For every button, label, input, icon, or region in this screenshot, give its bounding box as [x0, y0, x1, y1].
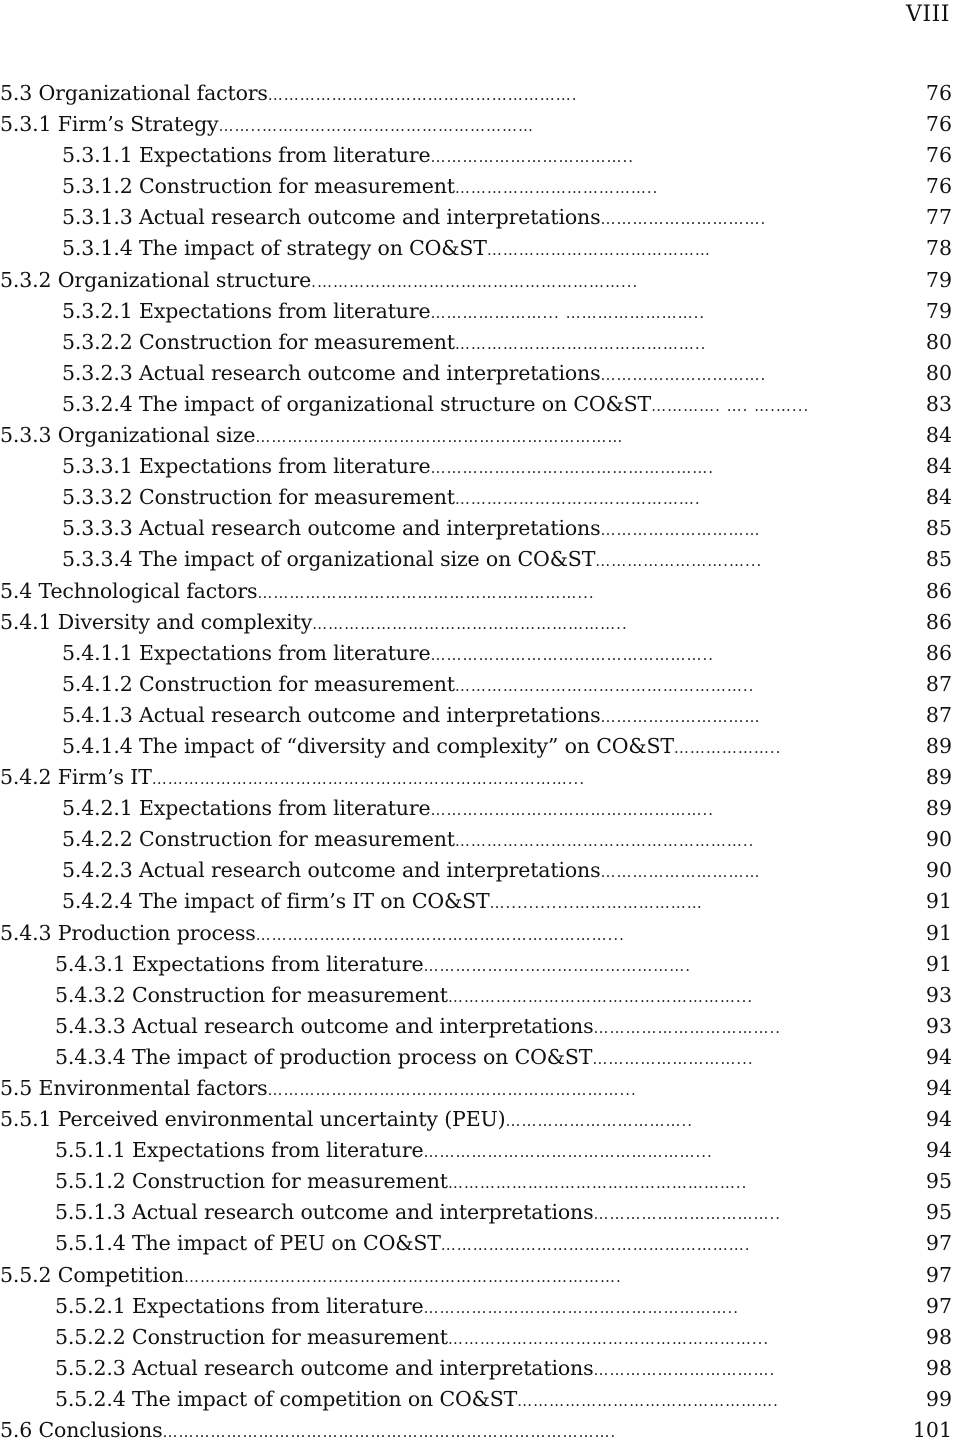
toc-dot-leader: ……..……………………………………………: [218, 117, 535, 136]
toc-entry[interactable]: [0, 980, 960, 1011]
toc-dot-leader: ………………………………………………….: [440, 1236, 751, 1255]
toc-dot-leader: ………………………….: [600, 210, 767, 229]
toc-dot-leader: ……………………………..: [593, 1018, 782, 1037]
toc-entry-heading: [0, 420, 893, 453]
toc-entry-heading: [55, 1135, 893, 1168]
toc-entry-title: 5.4.1.3 Actual research outcome and interpretations: [62, 702, 601, 727]
toc-entry-page-number: 91: [925, 889, 952, 914]
toc-entry[interactable]: [0, 1135, 960, 1166]
page-number: VIII: [906, 2, 950, 27]
toc-entry[interactable]: [0, 109, 960, 140]
toc-entry-page-number: 94: [925, 1044, 952, 1069]
toc-entry-title: 5.5.2.4 The impact of competition on CO&ST: [55, 1386, 518, 1411]
toc-entry-page-number: 97: [925, 1262, 952, 1287]
toc-entry-page-number: 97: [925, 1231, 952, 1256]
toc-entry-title: 5.5.2.3 Actual research outcome and interpretations: [55, 1355, 594, 1380]
toc-entry[interactable]: [0, 140, 960, 171]
toc-entry-heading: [0, 576, 893, 609]
toc-dot-leader: …………………………………………………..: [423, 1298, 740, 1317]
toc-entry[interactable]: [0, 1042, 960, 1073]
toc-entry-title: 5.3.3 Organizational size: [0, 423, 256, 448]
toc-entry-title: 5.5.2 Competition: [0, 1262, 184, 1287]
toc-entry-page-number: 98: [925, 1355, 952, 1380]
toc-entry-page-number: 86: [925, 578, 952, 603]
toc-dot-leader: ……………………………………………………...: [257, 583, 595, 602]
toc-entry-title: 5.5.1.4 The impact of PEU on CO&ST: [55, 1231, 441, 1256]
toc-entry-title: 5.4.1.4 The impact of “diversity and complexity” on CO&ST: [62, 733, 674, 758]
toc-entry-page-number: 80: [925, 360, 952, 385]
toc-dot-leader: ………………………………..: [454, 179, 659, 198]
toc-dot-leader: ………………………………………….: [517, 1391, 779, 1410]
toc-entry-heading: [0, 1260, 893, 1293]
toc-dot-leader: ………………..: [673, 738, 782, 757]
toc-entry-title: 5.3.2.3 Actual research outcome and interpretations: [62, 360, 601, 385]
toc-dot-leader: ………………………………………………..: [447, 1174, 748, 1193]
toc-entry-heading: [62, 855, 893, 888]
toc-entry-heading: [62, 638, 893, 671]
toc-entry-title: 5.4.2 Firm’s IT: [0, 765, 152, 790]
toc-entry-heading: [62, 171, 893, 204]
toc-entry-title: 5.3.3.4 The impact of organizational size on CO&ST: [62, 547, 596, 572]
toc-entry-heading: [62, 886, 893, 919]
toc-entry[interactable]: [0, 482, 960, 513]
toc-entry-title: 5.5.2.2 Construction for measurement: [55, 1324, 448, 1349]
toc-entry-page-number: 79: [925, 298, 952, 323]
toc-entry-title: 5.5.1.1 Expectations from literature: [55, 1138, 424, 1163]
toc-entry-title: 5.4.2.4 The impact of firm’s IT on CO&ST: [62, 889, 490, 914]
toc-dot-leader: ……………………………………………………………: [255, 428, 624, 447]
toc-dot-leader: ……………………………..: [593, 1205, 782, 1224]
toc-dot-leader: …………………………………………………………...: [267, 1081, 637, 1099]
toc-entry-title: 5.3 Organizational factors: [0, 81, 268, 105]
toc-entry-page-number: 90: [925, 827, 952, 852]
toc-entry[interactable]: [0, 389, 960, 420]
toc-entry[interactable]: [0, 1322, 960, 1353]
toc-entry-title: 5.4 Technological factors: [0, 578, 258, 603]
toc-entry[interactable]: [0, 1073, 960, 1104]
toc-dot-leader: ………………………………………………..: [454, 832, 755, 851]
toc-entry[interactable]: [0, 420, 960, 451]
toc-entry-title: 5.5.1.3 Actual research outcome and interpretations: [55, 1200, 594, 1225]
toc-entry[interactable]: [0, 1166, 960, 1197]
toc-entry-page-number: 86: [925, 609, 952, 634]
toc-entry-page-number: 89: [925, 796, 952, 821]
toc-entry-page-number: 80: [925, 329, 952, 354]
toc-entry-heading: [62, 669, 893, 702]
toc-entry-page-number: 87: [925, 671, 952, 696]
toc-entry-heading: [0, 109, 893, 142]
toc-entry[interactable]: [0, 1260, 960, 1291]
toc-entry-page-number: 76: [925, 112, 952, 137]
toc-entry-heading: [0, 1073, 893, 1106]
toc-entry-page-number: 93: [925, 982, 952, 1007]
toc-entry-title: 5.5 Environmental factors: [0, 1076, 268, 1100]
toc-entry-title: 5.3.3.2 Construction for measurement: [62, 485, 455, 510]
toc-entry-page-number: 85: [925, 547, 952, 572]
toc-entry-heading: [62, 233, 893, 266]
toc-entry-page-number: 84: [925, 423, 952, 448]
toc-entry-page-number: 98: [925, 1324, 952, 1349]
toc-dot-leader: …………………... ……………………..: [430, 303, 706, 322]
toc-dot-leader: …………. …. ….…...: [651, 396, 810, 415]
toc-dot-leader: …………………………….: [593, 1360, 776, 1379]
toc-entry-title: 5.3.3.3 Actual research outcome and interpretations: [62, 516, 601, 541]
toc-entry-title: 5.4.3.4 The impact of production process on CO&ST: [55, 1044, 593, 1069]
toc-dot-leader: ……………….………………………….: [423, 956, 692, 975]
toc-entry[interactable]: [0, 700, 960, 731]
toc-entry[interactable]: [0, 296, 960, 327]
toc-entry[interactable]: [0, 1353, 960, 1384]
toc-entry-title: 5.3.1.4 The impact of strategy on CO&ST: [62, 236, 487, 261]
toc-entry-title: 5.4.1.2 Construction for measurement: [62, 671, 455, 696]
toc-entry-page-number: 93: [925, 1013, 952, 1038]
toc-entry-heading: [55, 1042, 893, 1075]
toc-entry-heading: [0, 78, 893, 111]
toc-entry-heading: [62, 296, 893, 329]
toc-entry-page-number: 95: [925, 1200, 952, 1225]
toc-entry-title: 5.4.3.3 Actual research outcome and interpretations: [55, 1013, 594, 1038]
toc-entry[interactable]: [0, 358, 960, 389]
toc-entry-heading: [55, 949, 893, 982]
toc-entry[interactable]: [0, 1291, 960, 1322]
toc-dot-leader: ………………………………………………………………………….: [162, 1423, 617, 1442]
toc-entry-heading: [55, 1291, 893, 1324]
toc-entry-title: 5.6 Conclusions: [0, 1418, 163, 1443]
toc-entry-page-number: 91: [925, 920, 952, 945]
toc-entry-page-number: 95: [925, 1169, 952, 1194]
toc-entry-page-number: 84: [925, 454, 952, 479]
toc-dot-leader: …………………………………………………...: [447, 1329, 770, 1348]
toc-entry-heading: [0, 762, 893, 795]
toc-entry-heading: [55, 1011, 893, 1044]
toc-entry[interactable]: [0, 233, 960, 264]
toc-entry-page-number: 97: [925, 1293, 952, 1318]
toc-entry-heading: [0, 1415, 893, 1448]
toc-entry-page-number: 76: [925, 81, 952, 105]
toc-entry-page-number: 83: [925, 391, 952, 416]
toc-entry-heading: [0, 1104, 893, 1137]
toc-entry-title: 5.3.3.1 Expectations from literature: [62, 454, 431, 479]
toc-entry-title: 5.3.1 Firm’s Strategy: [0, 112, 219, 137]
toc-dot-leader: ……………………………………….: [454, 490, 701, 509]
toc-entry-heading: [0, 918, 893, 951]
toc-entry-heading: [62, 202, 893, 235]
toc-dot-leader: ………………………………………………..: [454, 676, 755, 695]
toc-entry-heading: [55, 1197, 893, 1230]
toc-dot-leader: …………………….……………………….: [430, 459, 715, 478]
toc-entry[interactable]: [0, 1384, 960, 1415]
toc-entry-heading: [55, 1322, 893, 1355]
toc-entry-heading: [62, 327, 893, 360]
toc-entry-heading: [62, 140, 893, 173]
toc-entry-page-number: 89: [925, 765, 952, 790]
toc-entry-heading: [62, 389, 893, 422]
toc-entry-heading: [62, 700, 893, 733]
toc-entry-page-number: 94: [925, 1138, 952, 1163]
toc-entry-page-number: 86: [925, 640, 952, 665]
toc-dot-leader: ………………………………………………….: [267, 86, 578, 104]
toc-entry-heading: [55, 1166, 893, 1199]
toc-entry[interactable]: [0, 1104, 960, 1135]
toc-dot-leader: …............……………………: [489, 894, 703, 913]
toc-entry-title: 5.3.2.2 Construction for measurement: [62, 329, 455, 354]
toc-entry-title: 5.4.1 Diversity and complexity: [0, 609, 313, 634]
toc-entry-page-number: 94: [925, 1107, 952, 1132]
toc-entry[interactable]: [0, 544, 960, 575]
toc-entry-title: 5.4.2.3 Actual research outcome and interpretations: [62, 858, 601, 883]
toc-entry-page-number: 79: [925, 267, 952, 292]
toc-entry[interactable]: [0, 669, 960, 700]
toc-entry[interactable]: [0, 886, 960, 917]
toc-entry[interactable]: [0, 576, 960, 607]
toc-entry[interactable]: [0, 265, 960, 296]
toc-entry-title: 5.4.2.2 Construction for measurement: [62, 827, 455, 852]
toc-entry[interactable]: [0, 793, 960, 824]
toc-entry-title: 5.3.1.1 Expectations from literature: [62, 143, 431, 168]
toc-dot-leader: ……………………………………………………………………...: [151, 770, 586, 789]
toc-entry[interactable]: [0, 918, 960, 949]
toc-entry-page-number: 90: [925, 858, 952, 883]
toc-entry-page-number: 76: [925, 174, 952, 199]
toc-entry-heading: [62, 513, 893, 546]
toc-entry-heading: [62, 731, 893, 764]
toc-entry-title: 5.5.1 Perceived environmental uncertainty (PEU): [0, 1107, 506, 1132]
toc-entry-page-number: 99: [925, 1386, 952, 1411]
toc-entry[interactable]: [0, 949, 960, 980]
toc-entry-title: 5.4.2.1 Expectations from literature: [62, 796, 431, 821]
toc-entry[interactable]: [0, 171, 960, 202]
toc-entry-page-number: 94: [925, 1076, 952, 1100]
toc-dot-leader: .…………………………………………………...: [311, 272, 639, 291]
toc-entry-heading: [0, 607, 893, 640]
toc-dot-leader: ……………………………………………..: [430, 801, 715, 820]
toc-dot-leader: ………………………………..: [430, 148, 635, 167]
toc-entry-page-number: 87: [925, 702, 952, 727]
toc-entry[interactable]: [0, 327, 960, 358]
toc-entry-page-number: 77: [925, 205, 952, 230]
toc-entry[interactable]: [0, 638, 960, 669]
toc-entry-title: 5.3.1.3 Actual research outcome and interpretations: [62, 205, 601, 230]
toc-entry-heading: [55, 1384, 893, 1417]
toc-dot-leader: ……………………………..: [505, 1112, 694, 1131]
toc-entry-heading: [62, 824, 893, 857]
toc-dot-leader: …………………………………………………..: [312, 614, 628, 633]
toc-entry[interactable]: [0, 451, 960, 482]
toc-entry[interactable]: [0, 1228, 960, 1259]
toc-entry-title: 5.5.1.2 Construction for measurement: [55, 1169, 448, 1194]
toc-entry-heading: [62, 482, 893, 515]
toc-dot-leader: …………………………: [600, 863, 761, 882]
toc-dot-leader: ……………………………………………………………………….: [183, 1267, 622, 1286]
toc-dot-leader: ………………………………………………...: [447, 987, 754, 1006]
toc-entry-title: 5.3.2.1 Expectations from literature: [62, 298, 431, 323]
toc-entry-heading: [55, 1228, 893, 1261]
toc-entry-title: 5.3.2 Organizational structure: [0, 267, 312, 292]
toc-entry-page-number: 91: [925, 951, 952, 976]
toc-dot-leader: …………………………: [600, 707, 761, 726]
toc-entry[interactable]: [0, 607, 960, 638]
toc-entry-title: 5.4.1.1 Expectations from literature: [62, 640, 431, 665]
toc-entry-heading: [62, 793, 893, 826]
toc-dot-leader: …………………………………………………………...: [255, 925, 625, 944]
toc-dot-leader: ……………………………………………...: [423, 1143, 713, 1162]
toc-entry-page-number: 76: [925, 143, 952, 168]
toc-entry[interactable]: [0, 202, 960, 233]
toc-entry-page-number: 101: [912, 1418, 952, 1443]
toc-entry-title: 5.4.3.1 Expectations from literature: [55, 951, 424, 976]
toc-dot-leader: ……………………………………………..: [430, 645, 715, 664]
toc-entry-title: 5.5.2.1 Expectations from literature: [55, 1293, 424, 1318]
toc-entry[interactable]: [0, 1197, 960, 1228]
toc-entry-heading: [62, 451, 893, 484]
toc-entry[interactable]: [0, 1415, 960, 1446]
toc-dot-leader: ………………………….: [600, 365, 767, 384]
toc-entry-page-number: 78: [925, 236, 952, 261]
toc-entry-heading: [55, 980, 893, 1013]
toc-entry-page-number: 89: [925, 733, 952, 758]
toc-entry-page-number: 85: [925, 516, 952, 541]
toc-dot-leader: ……………………………………: [486, 241, 711, 260]
toc-entry-heading: [55, 1353, 893, 1386]
toc-entry-title: 5.4.3.2 Construction for measurement: [55, 982, 448, 1007]
toc-entry-title: 5.3.2.4 The impact of organizational structure on CO&ST: [62, 391, 652, 416]
toc-entry-page-number: 84: [925, 485, 952, 510]
toc-entry[interactable]: [0, 731, 960, 762]
toc-dot-leader: …………………………: [600, 521, 761, 540]
toc-entry-heading: [62, 358, 893, 391]
toc-entry-title: 5.4.3 Production process: [0, 920, 256, 945]
toc-entry[interactable]: [0, 78, 960, 109]
toc-dot-leader: …………………….…...: [595, 552, 763, 571]
toc-dot-leader: ………………………………………..: [454, 334, 707, 353]
table-of-contents: [0, 78, 960, 1446]
toc-entry-heading: [62, 544, 893, 577]
toc-entry[interactable]: [0, 762, 960, 793]
toc-dot-leader: ………………………...: [592, 1049, 754, 1068]
toc-entry[interactable]: [0, 513, 960, 544]
toc-entry-heading: [0, 265, 893, 298]
toc-entry[interactable]: [0, 1011, 960, 1042]
toc-entry-title: 5.3.1.2 Construction for measurement: [62, 174, 455, 199]
toc-entry[interactable]: [0, 855, 960, 886]
toc-entry[interactable]: [0, 824, 960, 855]
